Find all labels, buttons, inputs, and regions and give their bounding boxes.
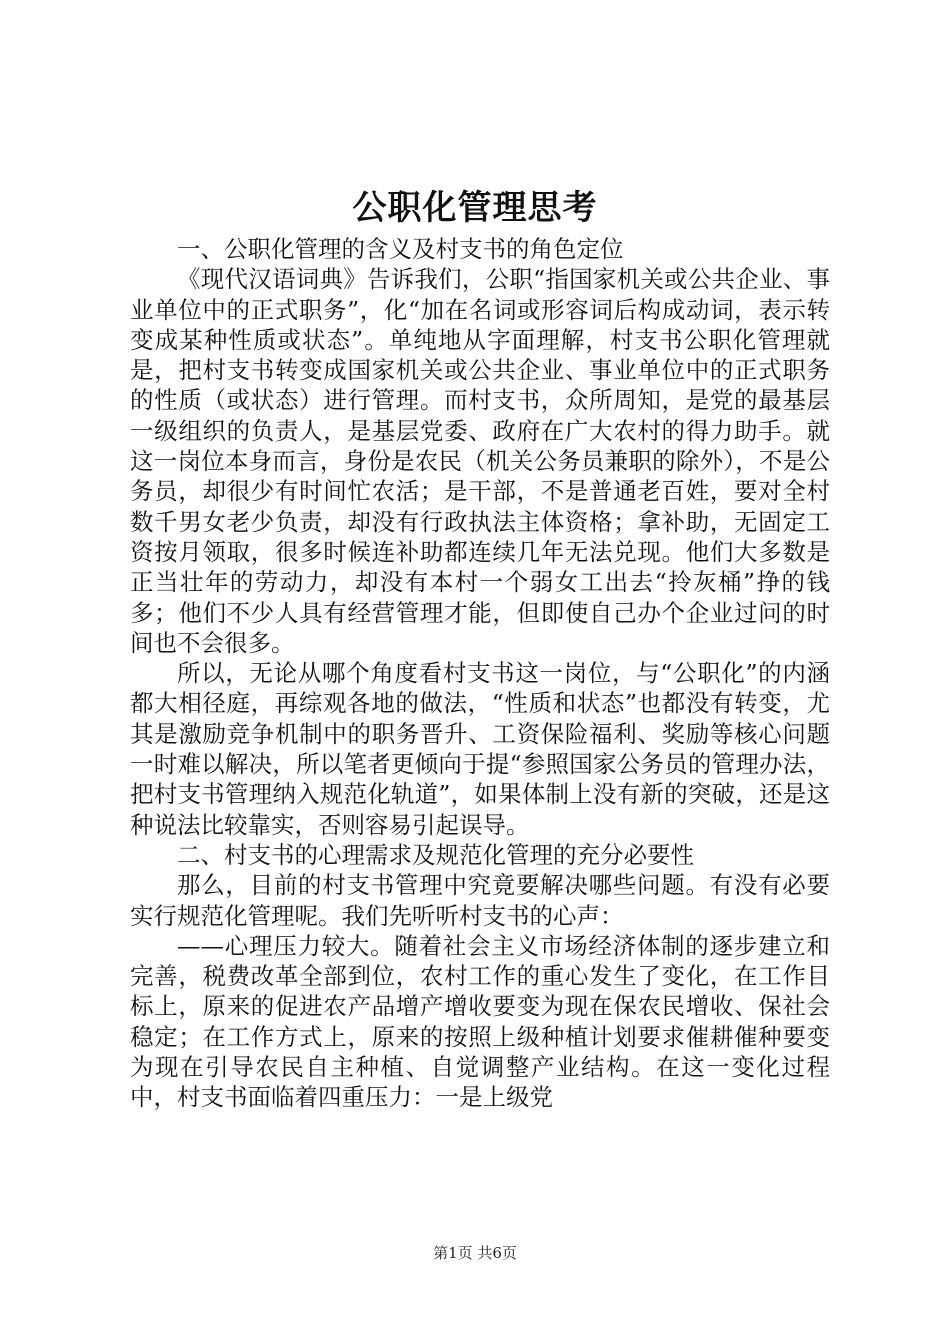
section-heading-2: 二、村支书的心理需求及规范化管理的充分必要性	[177, 840, 694, 869]
paragraph-2: 所以，无论从哪个角度看村支书这一岗位，与“公职化”的内涵都大相径庭，再综观各地的做法，“性质和状态”也都没有转变，尤其是激励竞争机制中的职务晋升、工资保险福利、奖励等核心问题一时难以解决，所以笔者更倾向于提“参照国家公务员的管理办法，把村支书管理纳入规范化轨道”，如果体制上没有新的突破，还是这种说法比较靠实，否则容易引起误导。	[130, 659, 830, 839]
document-title: 公职化管理思考	[352, 188, 598, 228]
document-body	[130, 234, 830, 1113]
paragraph-3: 那么，目前的村支书管理中究竟要解决哪些问题。有没有必要实行规范化管理呢。我们先听听村支书的心声：	[130, 871, 830, 930]
paragraph-1: 《现代汉语词典》告诉我们，公职“指国家机关或公共企业、事业单位中的正式职务”，化“加在名词或形容词后构成动词，表示转变成某种性质或状态”。单纯地从字面理解，村支书公职化管理就是，把村支书转变成国家机关或公共企业、事业单位中的正式职务的性质（或状态）进行管理。而村支书，众所周知，是党的最基层一级组织的负责人，是基层党委、政府在广大农村的得力助手。就这一岗位本身而言，身份是农民（机关公务员兼职的除外），不是公务员，却很少有时间忙农活；是干部，不是普通老百姓，要对全村数千男女老少负责，却没有行政执法主体资格；拿补助，无固定工资按月领取，很多时候连补助都连续几年无法兑现。他们大多数是正当壮年的劳动力，却没有本村一个弱女工出去“拎灰桶”挣的钱多；他们不少人具有经营管理才能，但即使自己办个企业过问的时间也不会很多。	[130, 265, 830, 657]
paragraph-4: ——心理压力较大。随着社会主义市场经济体制的逐步建立和完善，税费改革全部到位，农村工作的重心发生了变化，在工作目标上，原来的促进农产品增产增收要变为现在保农民增收、保社会稳定；在工作方式上，原来的按照上级种植计划要求催耕催种要变为现在引导农民自主种植、自觉调整产业结构。在这一变化过程中，村支书面临着四重压力：一是上级党	[130, 931, 830, 1112]
section-heading-1: 一、公职化管理的含义及村支书的角色定位	[177, 235, 624, 263]
page-number-footer: 第1页 共6页	[433, 1244, 517, 1262]
